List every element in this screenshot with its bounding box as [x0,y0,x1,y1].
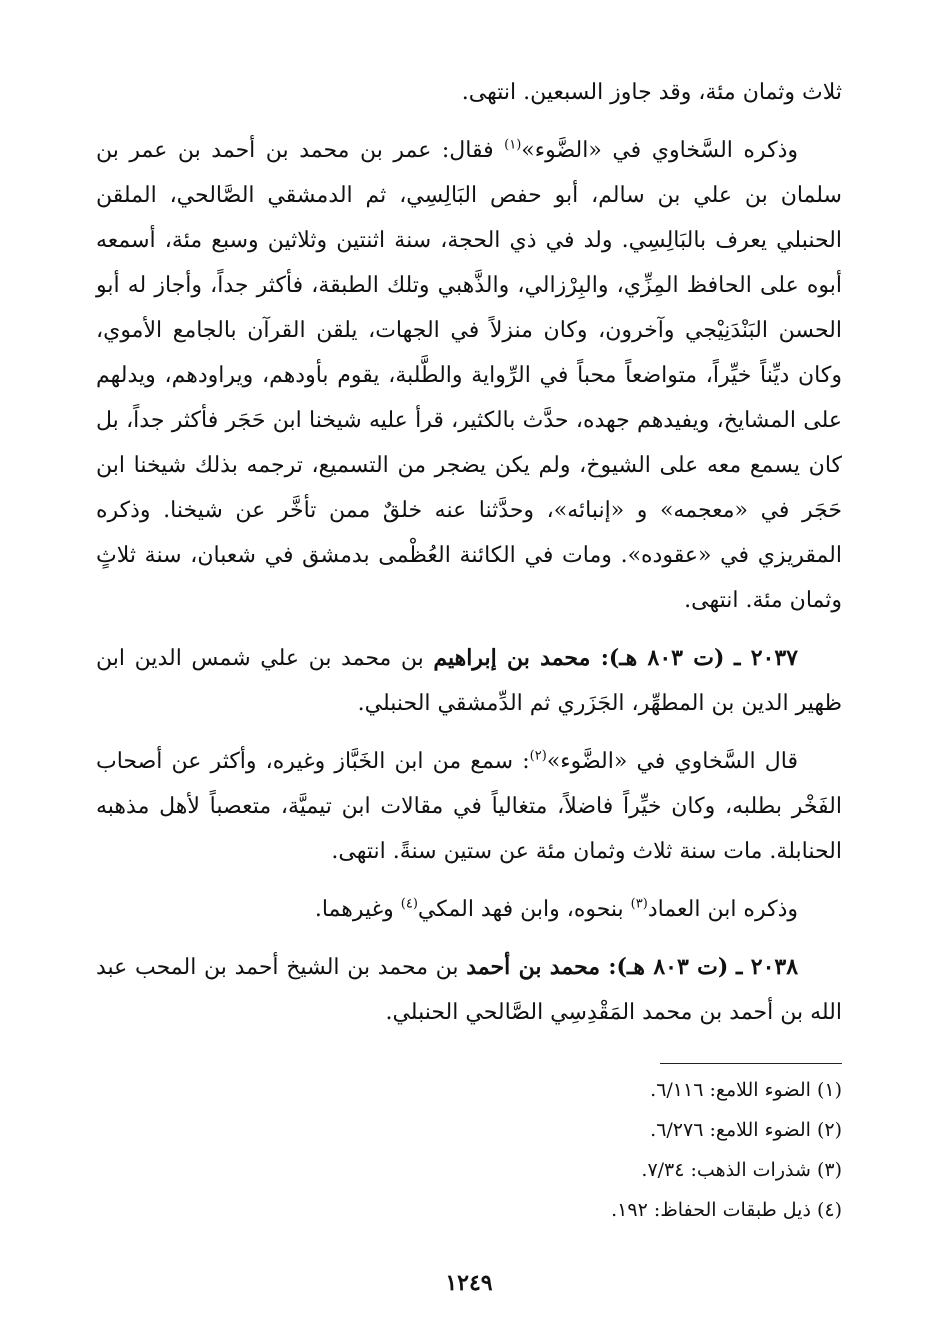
paragraph-sakhawi-umar [96,128,842,623]
footnote-divider [660,1063,842,1064]
footnote-4: (٤) ذيل طبقات الحفاظ: ١٩٢. [611,1199,842,1221]
paragraph-continuation [96,70,842,115]
footnote-ref-1[interactable]: (١) [504,137,522,153]
paragraph-text: وغيرهما. [314,897,401,922]
footnote-ref-4[interactable]: (٤) [400,896,418,912]
entry-number: ٢٠٣٨ ـ [735,954,799,980]
footnote-3: (٣) شذرات الذهب: ٧/٣٤. [641,1159,842,1181]
paragraph-text: قال السَّخاوي في «الضَّوء» [546,749,798,774]
entry-heading: (ت ٨٠٣ هـ): محمد بن أحمد [466,954,729,980]
paragraph-text: وذكره السَّخاوي في «الضَّوء» [521,138,798,163]
footnote-2: (٢) الضوء اللامع: ٦/٢٧٦. [650,1119,842,1141]
footnotes [96,1070,842,1230]
entry-2038 [96,945,842,1035]
paragraph-text: بنحوه، وابن فهد المكي [417,897,631,922]
paragraph-ibn-imad [96,887,842,932]
footnote-ref-2[interactable]: (٢) [529,748,547,764]
page-number: ١٢٤٩ [445,1270,493,1296]
entry-text: بن محمد بن علي شمس الدين ابن ظهير الدين بن المطهِّر، الجَزَري ثم الدِّمشقي الحنبلي. [96,646,842,716]
entry-number: ٢٠٣٧ ـ [734,645,798,671]
paragraph-text: ثلاث وثمان مئة، وقد جاوز السبعين. انتهى. [461,80,842,105]
paragraph-sakhawi-muhammad [96,739,842,874]
paragraph-text: وذكره ابن العماد [647,897,798,922]
paragraph-text: فقال: عمر بن محمد بن أحمد بن عمر بن سلمان بن علي بن سالم، أبو حفص البَالِسِي، ثم الدمشقي الصَّالحي، الملقن الحنبلي يعرف بالبَالِسِي. ولد في ذي الحجة، سنة اثنتين وثلاثين وسبع مئة، أسمعه أبوه على الحافظ المِزِّي، والبِرْزالي، والذَّهبي وتلك الطبقة، فأكثر جداً، وأجاز له أبو الحسن البَنْدَنِيْجي وآخرون، وكان منزلاً في الجهات، يلقن القرآن بالجامع الأموي، وكان ديِّناً خيِّراً، متواضعاً محباً في الرِّواية والطَّلبة، يقوم بأودهم، ويراودهم، ويدلهم على المشايخ، ويفيدهم جهده، حدَّث بالكثير، قرأ عليه شيخنا ابن حَجَر فأكثر جداً، بل كان يسمع معه على الشيوخ، ولم يكن يضجر من التسميع، ترجمه بذلك شيخنا ابن حَجَر في «معجمه» و «إنبائه»، وحدَّثنا عنه خلقٌ ممن تأخَّر عن شيخنا. وذكره المقريزي في «عقوده». ومات في الكائنة العُظْمى بدمشق في شعبان، سنة ثلاثٍ وثمان مئة. انتهى. [96,138,843,613]
footnote-1: (١) الضوء اللامع: ٦/١١٦. [650,1079,842,1101]
footnote-ref-3[interactable]: (٣) [630,896,648,912]
entry-text: بن محمد بن الشيخ أحمد بن المحب عبد الله بن أحمد بن محمد المَقْدِسِي الصَّالحي الحنبلي. [96,955,842,1025]
entry-heading: (ت ٨٠٣ هـ): محمد بن إبراهيم [433,645,725,671]
entry-2037 [96,636,842,726]
paragraph-text: : سمع من ابن الخَبَّاز وغيره، وأكثر عن أصحاب الفَخْر بطلبه، وكان خيِّراً فاضلاً، متغالياً في مقالات ابن تيميَّة، متعصباً لأهل مذهبه الحنابلة. مات سنة ثلاث وثمان مئة عن ستين سنةً. انتهى. [96,749,842,864]
